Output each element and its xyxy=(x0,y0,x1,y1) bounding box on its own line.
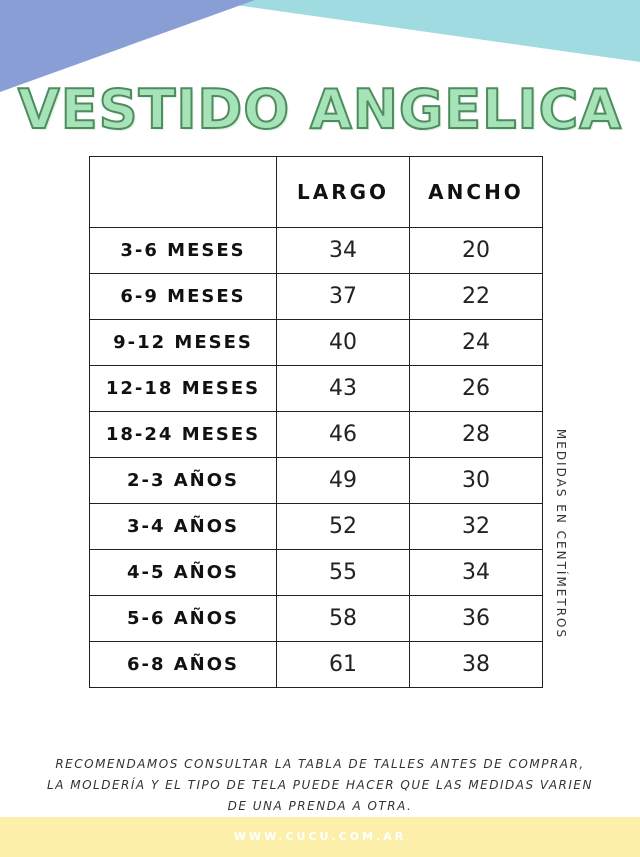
largo-value: 55 xyxy=(277,550,410,596)
size-label: 4-5 AÑOS xyxy=(90,550,277,596)
size-label: 5-6 AÑOS xyxy=(90,596,277,642)
size-chart-table xyxy=(89,156,543,688)
largo-value: 34 xyxy=(277,228,410,274)
table-row xyxy=(90,320,543,366)
largo-value: 61 xyxy=(277,642,410,688)
size-label: 2-3 AÑOS xyxy=(90,458,277,504)
table-row xyxy=(90,642,543,688)
table-row xyxy=(90,550,543,596)
footer-bar xyxy=(0,817,640,857)
largo-value: 43 xyxy=(277,366,410,412)
ancho-value: 28 xyxy=(410,412,543,458)
website-link[interactable]: WWW.CUCU.COM.AR xyxy=(233,830,407,843)
ancho-value: 30 xyxy=(410,458,543,504)
largo-value: 58 xyxy=(277,596,410,642)
page-title: VESTIDO ANGELICA xyxy=(17,78,623,141)
ancho-value: 24 xyxy=(410,320,543,366)
units-note: MEDIDAS EN CENTÍMETROS xyxy=(554,428,568,640)
ancho-value: 38 xyxy=(410,642,543,688)
size-label: 3-6 MESES xyxy=(90,228,277,274)
table-header-row xyxy=(90,157,543,228)
ancho-value: 32 xyxy=(410,504,543,550)
ancho-value: 36 xyxy=(410,596,543,642)
table-row xyxy=(90,412,543,458)
recommendation-note xyxy=(20,754,620,817)
ancho-value: 26 xyxy=(410,366,543,412)
largo-value: 37 xyxy=(277,274,410,320)
size-label: 9-12 MESES xyxy=(90,320,277,366)
ancho-value: 20 xyxy=(410,228,543,274)
table-row xyxy=(90,228,543,274)
largo-value: 52 xyxy=(277,504,410,550)
size-label: 12-18 MESES xyxy=(90,366,277,412)
ancho-value: 34 xyxy=(410,550,543,596)
ancho-value: 22 xyxy=(410,274,543,320)
size-label: 6-9 MESES xyxy=(90,274,277,320)
table-row xyxy=(90,274,543,320)
largo-value: 49 xyxy=(277,458,410,504)
note-line: DE UNA PRENDA A OTRA. xyxy=(227,799,413,813)
teal-stripe xyxy=(200,0,640,62)
table-row xyxy=(90,458,543,504)
note-line: RECOMENDAMOS CONSULTAR LA TABLA DE TALLES ANTES DE COMPRAR, xyxy=(55,757,585,771)
largo-value: 40 xyxy=(277,320,410,366)
header-empty-cell xyxy=(90,157,277,228)
size-label: 3-4 AÑOS xyxy=(90,504,277,550)
header-largo: LARGO xyxy=(277,157,410,228)
note-line: LA MOLDERÍA Y EL TIPO DE TELA PUEDE HACER QUE LAS MEDIDAS VARIEN xyxy=(47,778,593,792)
table-row xyxy=(90,596,543,642)
size-label: 6-8 AÑOS xyxy=(90,642,277,688)
size-label: 18-24 MESES xyxy=(90,412,277,458)
table-row xyxy=(90,366,543,412)
largo-value: 46 xyxy=(277,412,410,458)
table-row xyxy=(90,504,543,550)
header-ancho: ANCHO xyxy=(410,157,543,228)
